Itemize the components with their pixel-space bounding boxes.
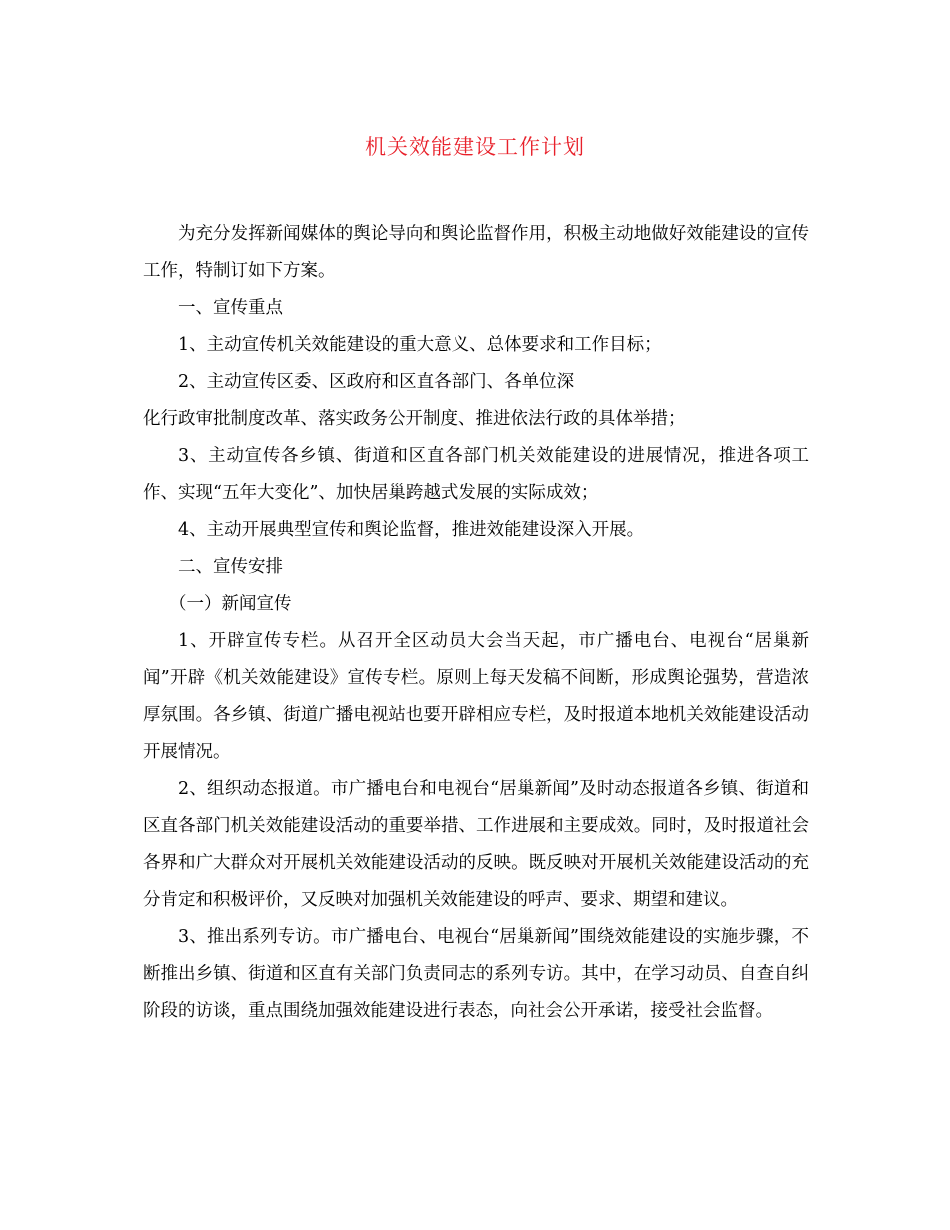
paragraph-focus-2-continued: 化行政审批制度改革、落实政务公开制度、推进依法行政的具体举措； <box>143 409 686 429</box>
paragraph-focus-3: 3、主动宣传各乡镇、街道和区直各部门机关效能建设的进展情况，推进各项工作、实现“五年大变化”、加快居巢跨越式发展的实际成效； <box>143 446 809 503</box>
document-title: 机关效能建设工作计划 <box>365 135 585 159</box>
section-heading-publicity-focus: 一、宣传重点 <box>178 298 283 318</box>
document-body <box>143 216 809 1030</box>
paragraph-focus-4: 4、主动开展典型宣传和舆论监督，推进效能建设深入开展。 <box>178 520 645 540</box>
paragraph-focus-2: 2、主动宣传区委、区政府和区直各部门、各单位深 <box>178 372 575 392</box>
paragraph-intro: 为充分发挥新闻媒体的舆论导向和舆论监督作用，积极主动地做好效能建设的宣传工作，特制订如下方案。 <box>143 224 809 281</box>
paragraph-arrangement-1: 1、开辟宣传专栏。从召开全区动员大会当天起，市广播电台、电视台“居巢新闻”开辟《机关效能建设》宣传专栏。原则上每天发稿不间断，形成舆论强势，营造浓厚氛围。各乡镇、街道广播电视站也要开辟相应专栏，及时报道本地机关效能建设活动开展情况。 <box>143 631 809 762</box>
paragraph-arrangement-3: 3、推出系列专访。市广播电台、电视台“居巢新闻”围绕效能建设的实施步骤，不断推出乡镇、街道和区直有关部门负责同志的系列专访。其中，在学习动员、自查自纠阶段的访谈，重点围绕加强效能建设进行表态，向社会公开承诺，接受社会监督。 <box>143 927 809 1021</box>
section-heading-publicity-arrangement: 二、宣传安排 <box>178 557 283 577</box>
subsection-heading-news-publicity: （一）新闻宣传 <box>169 594 292 614</box>
paragraph-arrangement-2: 2、组织动态报道。市广播电台和电视台“居巢新闻”及时动态报道各乡镇、街道和区直各部门机关效能建设活动的重要举措、工作进展和主要成效。同时，及时报道社会各界和广大群众对开展机关效能建设活动的反映。既反映对开展机关效能建设活动的充分肯定和积极评价，又反映对加强机关效能建设的呼声、要求、期望和建议。 <box>143 779 809 910</box>
paragraph-focus-1: 1、主动宣传机关效能建设的重大意义、总体要求和工作目标； <box>178 335 662 355</box>
